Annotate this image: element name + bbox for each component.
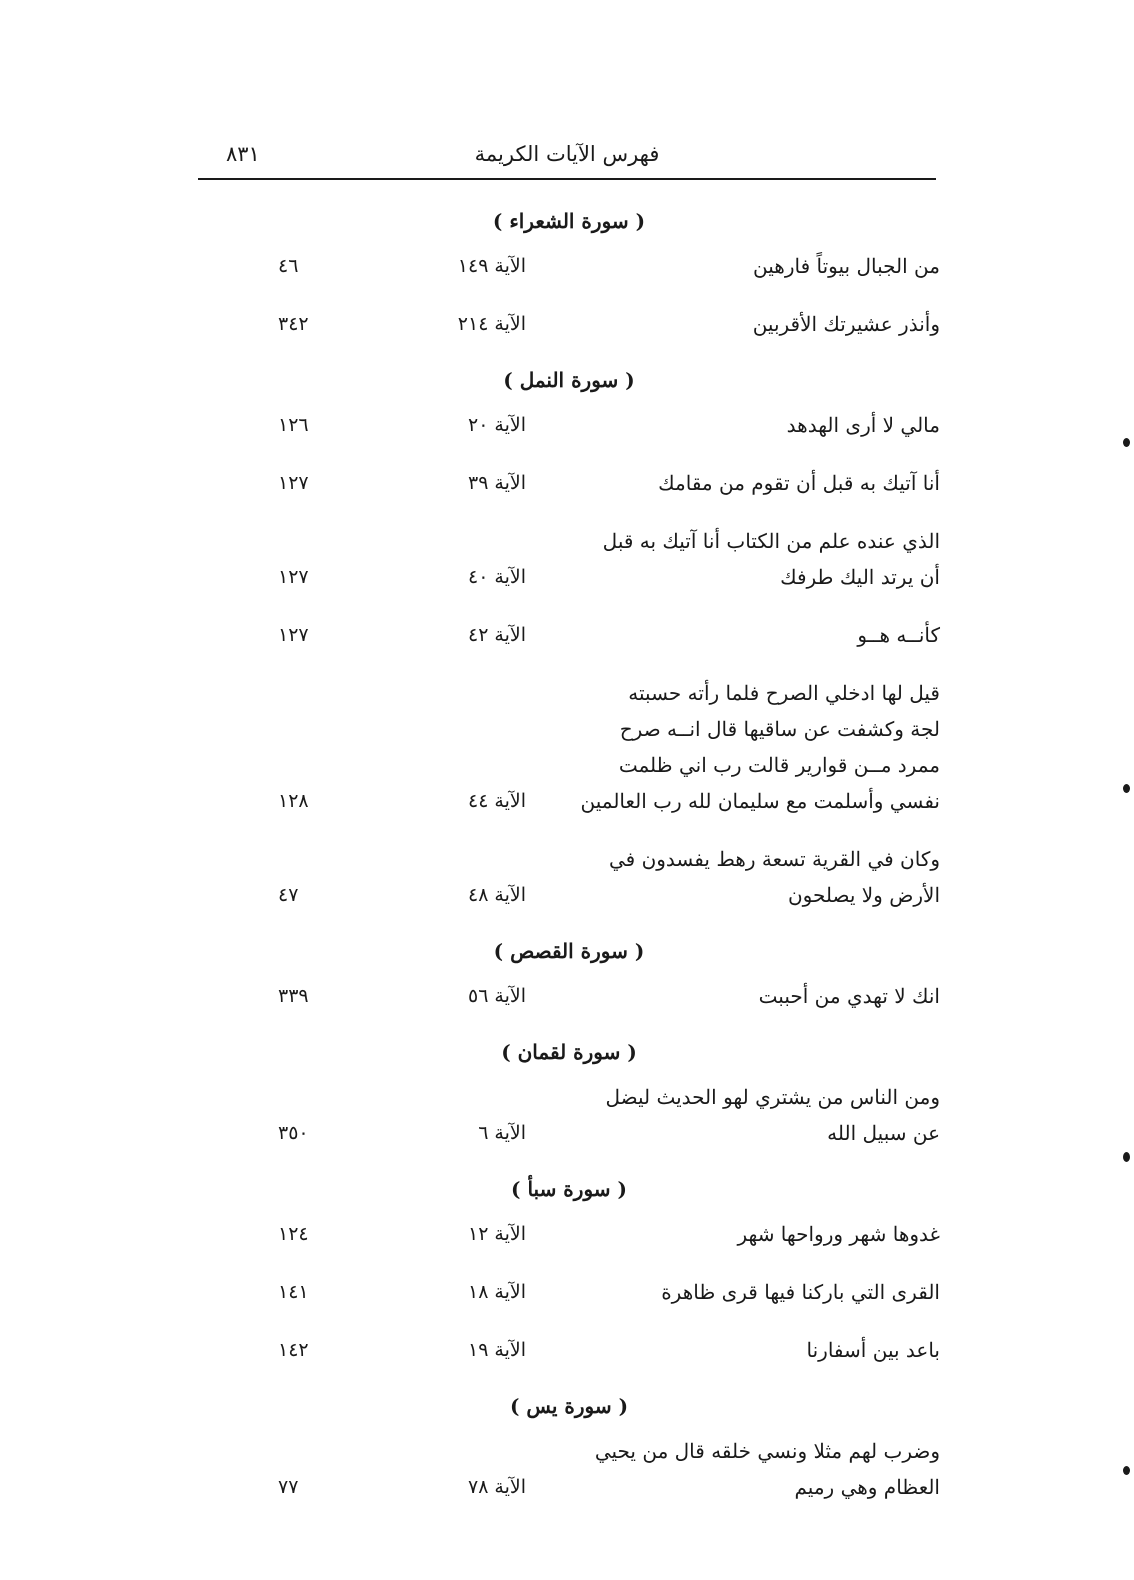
scan-mark xyxy=(1123,784,1130,793)
book-page-number: ٣٥٠ xyxy=(278,1122,309,1144)
index-entry xyxy=(198,407,940,443)
index-entry xyxy=(198,1433,940,1505)
ayah-label: الآية xyxy=(494,313,526,335)
ayah-text-line: كأنــه هــو xyxy=(857,623,940,647)
ayah-reference xyxy=(416,1332,526,1368)
ayah-text xyxy=(540,407,940,443)
scan-mark xyxy=(1123,1466,1130,1475)
surah-heading: ( سورة النمل ) xyxy=(503,368,635,392)
book-page-number: ١٢٨ xyxy=(278,790,309,812)
ayah-number: ٤٢ xyxy=(467,624,489,646)
ayah-text-line: قيل لها ادخلي الصرح فلما رأته حسبته xyxy=(628,681,940,705)
ayah-text-line: وأنذر عشيرتك الأقربين xyxy=(752,312,940,336)
book-page-number: ١٢٦ xyxy=(278,414,309,436)
index-entry xyxy=(198,978,940,1014)
ayah-label: الآية xyxy=(494,790,526,812)
index-entry xyxy=(198,841,940,913)
ayah-number: ٣٩ xyxy=(467,472,489,494)
ayah-text xyxy=(540,1216,940,1252)
ayah-label: الآية xyxy=(494,1476,526,1498)
page-title: فهرس الآيات الكريمة xyxy=(474,142,660,166)
ayah-text-line: الذي عنده علم من الكتاب أنا آتيك به قبل xyxy=(602,529,940,553)
book-page-number: ١٢٤ xyxy=(278,1223,309,1245)
page-header xyxy=(198,130,936,180)
index-entry xyxy=(198,1274,940,1310)
ayah-text-line: عن سبيل الله xyxy=(827,1121,940,1145)
ayah-text-line: باعد بين أسفارنا xyxy=(806,1338,940,1362)
surah-heading: ( سورة القصص ) xyxy=(493,939,645,963)
ayah-text xyxy=(540,306,940,342)
ayah-reference xyxy=(416,407,526,443)
ayah-label: الآية xyxy=(494,1223,526,1245)
ayah-number: ١٨ xyxy=(467,1281,489,1303)
ayah-text xyxy=(540,1433,940,1505)
ayah-text-line: ومن الناس من يشتري لهو الحديث ليضل xyxy=(605,1085,940,1109)
scan-mark xyxy=(1123,1152,1130,1162)
ayah-text xyxy=(540,1079,940,1151)
ayah-text-line: أن يرتد اليك طرفك xyxy=(780,565,940,589)
surah-heading: ( سورة يس ) xyxy=(509,1394,629,1418)
ayah-label: الآية xyxy=(494,1339,526,1361)
ayah-text xyxy=(540,465,940,501)
ayah-text xyxy=(540,617,940,653)
ayah-reference xyxy=(416,783,526,819)
ayah-text xyxy=(540,978,940,1014)
index-entry xyxy=(198,523,940,595)
ayah-number: ١٤٩ xyxy=(457,255,489,277)
ayah-text-line: من الجبال بيوتاً فارهين xyxy=(753,254,940,278)
ayah-text xyxy=(540,1274,940,1310)
ayah-number: ٤٤ xyxy=(467,790,489,812)
ayah-number: ٥٦ xyxy=(467,985,489,1007)
index-entry xyxy=(198,465,940,501)
ayah-reference xyxy=(416,1469,526,1505)
ayah-label: الآية xyxy=(494,1281,526,1303)
ayah-label: الآية xyxy=(494,255,526,277)
index-entry xyxy=(198,1216,940,1252)
ayah-reference xyxy=(416,559,526,595)
index-entry xyxy=(198,675,940,819)
ayah-text-line: نفسي وأسلمت مع سليمان لله رب العالمين xyxy=(580,789,940,813)
surah-heading: ( سورة سبأ ) xyxy=(511,1177,627,1201)
page-number: ٨٣١ xyxy=(226,142,260,166)
ayah-text xyxy=(540,248,940,284)
ayah-index xyxy=(198,205,940,1527)
ayah-text-line: أنا آتيك به قبل أن تقوم من مقامك xyxy=(658,471,940,495)
ayah-number: ٢٠ xyxy=(467,414,489,436)
ayah-reference xyxy=(416,978,526,1014)
ayah-text xyxy=(540,523,940,595)
index-entry xyxy=(198,617,940,653)
ayah-label: الآية xyxy=(494,1122,526,1144)
ayah-text xyxy=(540,675,940,819)
book-page-number: ١٢٧ xyxy=(278,566,309,588)
ayah-reference xyxy=(416,1115,526,1151)
ayah-reference xyxy=(416,617,526,653)
index-entry xyxy=(198,1332,940,1368)
book-page-number: ١٢٧ xyxy=(278,472,309,494)
ayah-label: الآية xyxy=(494,985,526,1007)
ayah-reference xyxy=(416,877,526,913)
index-entry xyxy=(198,248,940,284)
book-page-number: ٣٤٢ xyxy=(278,313,309,335)
ayah-reference xyxy=(416,1216,526,1252)
ayah-text xyxy=(540,841,940,913)
surah-heading: ( سورة الشعراء ) xyxy=(492,209,646,233)
ayah-text-line: وكان في القرية تسعة رهط يفسدون في xyxy=(609,847,940,871)
ayah-reference xyxy=(416,465,526,501)
surah-heading: ( سورة لقمان ) xyxy=(501,1040,637,1064)
book-page-number: ٤٦ xyxy=(278,255,299,277)
ayah-text-line: الأرض ولا يصلحون xyxy=(787,883,940,907)
ayah-text-line: مالي لا أرى الهدهد xyxy=(786,413,940,437)
ayah-number: ٦ xyxy=(478,1122,489,1144)
ayah-label: الآية xyxy=(494,472,526,494)
ayah-number: ٧٨ xyxy=(467,1476,489,1498)
book-page-number: ٧٧ xyxy=(278,1476,299,1498)
book-page-number: ٤٧ xyxy=(278,884,299,906)
ayah-text-line: ممرد مــن قوارير قالت رب اني ظلمت xyxy=(618,753,940,777)
scan-mark xyxy=(1123,438,1130,447)
ayah-label: الآية xyxy=(494,624,526,646)
ayah-label: الآية xyxy=(494,566,526,588)
ayah-reference xyxy=(416,248,526,284)
ayah-text-line: وضرب لهم مثلا ونسي خلقه قال من يحيي xyxy=(594,1439,940,1463)
ayah-reference xyxy=(416,306,526,342)
ayah-text xyxy=(540,1332,940,1368)
book-page-number: ٣٣٩ xyxy=(278,985,309,1007)
ayah-label: الآية xyxy=(494,414,526,436)
book-page-number: ١٤٢ xyxy=(278,1339,309,1361)
ayah-text-line: انك لا تهدي من أحببت xyxy=(758,984,940,1008)
ayah-number: ٤٨ xyxy=(467,884,489,906)
ayah-number: ٤٠ xyxy=(467,566,489,588)
ayah-label: الآية xyxy=(494,884,526,906)
book-page-number: ١٤١ xyxy=(278,1281,309,1303)
ayah-text-line: العظام وهي رميم xyxy=(794,1475,940,1499)
book-page-number: ١٢٧ xyxy=(278,624,309,646)
ayah-reference xyxy=(416,1274,526,1310)
ayah-text-line: لجة وكشفت عن ساقيها قال انــه صرح xyxy=(619,717,940,741)
index-entry xyxy=(198,306,940,342)
ayah-text-line: غدوها شهر ورواحها شهر xyxy=(737,1222,940,1246)
ayah-number: ٢١٤ xyxy=(457,313,489,335)
ayah-number: ١٢ xyxy=(467,1223,489,1245)
ayah-text-line: القرى التي باركنا فيها قرى ظاهرة xyxy=(661,1280,940,1304)
ayah-number: ١٩ xyxy=(467,1339,489,1361)
index-entry xyxy=(198,1079,940,1151)
